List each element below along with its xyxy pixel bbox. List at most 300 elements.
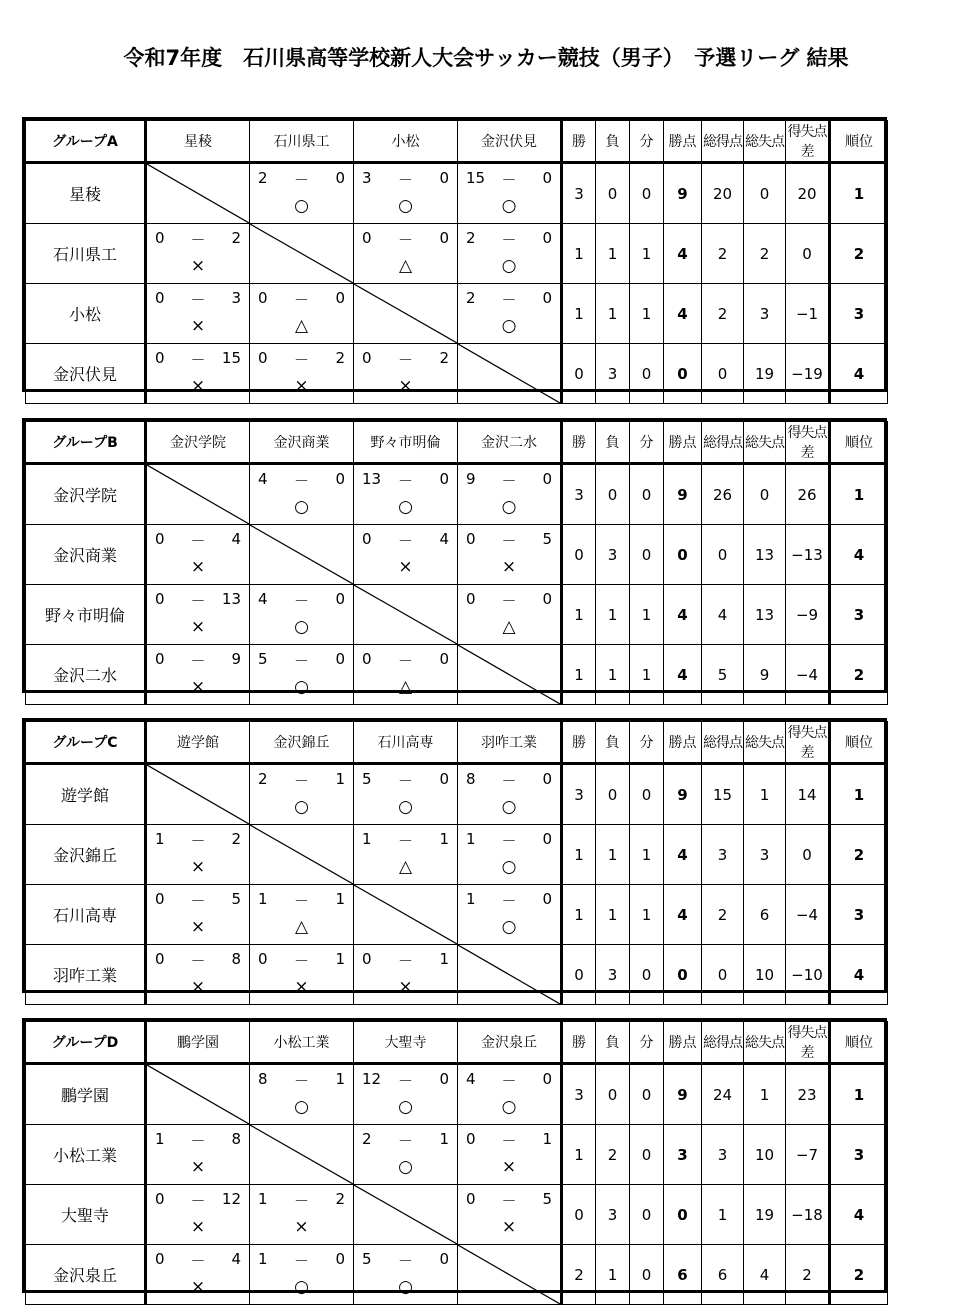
result-mark: × <box>190 1157 206 1177</box>
score-opponent: 2 <box>335 349 345 367</box>
group-name: グループA <box>26 121 146 163</box>
stat-goals-against: 6 <box>744 885 786 945</box>
result-mark: ○ <box>501 497 517 517</box>
result-mark: ○ <box>294 196 309 216</box>
score-opponent: 0 <box>439 770 449 788</box>
score-own: 0 <box>155 530 165 548</box>
stat-goals-against: 19 <box>744 344 786 404</box>
score-dash: － <box>397 1072 413 1090</box>
score-opponent: 0 <box>335 169 345 187</box>
stat-goal-diff: 0 <box>786 224 830 284</box>
match-result-cell <box>250 284 354 344</box>
group-table <box>22 117 887 396</box>
match-result-cell <box>146 525 250 585</box>
score-own: 1 <box>258 1250 268 1268</box>
score-dash: － <box>501 832 517 850</box>
match-result-cell <box>458 764 562 825</box>
score-own: 13 <box>362 470 382 488</box>
stat-rank: 4 <box>830 1185 888 1245</box>
stat-wins: 2 <box>562 1245 596 1305</box>
stat-losses: 1 <box>596 1245 630 1305</box>
score-dash: － <box>397 1132 413 1150</box>
match-score <box>250 169 353 189</box>
score-opponent: 0 <box>335 289 345 307</box>
stat-losses: 1 <box>596 284 630 344</box>
header-goals-for: 総得点 <box>702 422 744 464</box>
match-score <box>147 530 249 550</box>
score-opponent: 0 <box>439 229 449 247</box>
score-opponent: 4 <box>439 530 449 548</box>
score-dash: － <box>293 472 309 490</box>
stat-goals-for: 2 <box>702 284 744 344</box>
match-score <box>354 770 457 790</box>
stat-goals-for: 3 <box>702 825 744 885</box>
match-score <box>250 1250 353 1270</box>
score-dash: － <box>397 231 413 249</box>
match-result-cell <box>354 945 458 1005</box>
header-losses: 負 <box>596 121 630 163</box>
table-row <box>26 825 888 885</box>
stat-draws: 0 <box>630 764 664 825</box>
result-mark: × <box>190 977 206 997</box>
result-mark: × <box>190 256 206 276</box>
stat-goal-diff: 20 <box>786 163 830 224</box>
table-row <box>26 224 888 284</box>
diagonal-line <box>354 885 457 944</box>
score-own: 2 <box>362 1130 372 1148</box>
stat-rank: 2 <box>830 825 888 885</box>
score-opponent: 0 <box>439 470 449 488</box>
match-result-cell <box>250 1245 354 1305</box>
result-mark: × <box>501 1157 517 1177</box>
result-mark: × <box>190 1277 206 1297</box>
result-mark: △ <box>398 677 413 697</box>
stat-wins: 1 <box>562 284 596 344</box>
result-mark: ○ <box>398 1097 413 1117</box>
diagonal-line <box>250 825 353 884</box>
stat-goals-for: 15 <box>702 764 744 825</box>
score-dash: － <box>293 1252 309 1270</box>
score-dash: － <box>190 652 206 670</box>
result-mark: × <box>190 617 206 637</box>
header-draws: 分 <box>630 1022 664 1064</box>
row-team-name: 小松 <box>26 284 146 344</box>
stat-rank: 3 <box>830 885 888 945</box>
match-score <box>354 950 457 970</box>
score-opponent: 1 <box>439 1130 449 1148</box>
score-opponent: 8 <box>231 1130 241 1148</box>
match-result-cell <box>354 525 458 585</box>
table-row <box>26 163 888 224</box>
score-own: 1 <box>155 830 165 848</box>
stat-points: 6 <box>664 1245 702 1305</box>
result-mark: ○ <box>501 917 517 937</box>
diagonal-cell <box>354 585 458 645</box>
score-own: 5 <box>362 1250 372 1268</box>
match-result-cell <box>250 764 354 825</box>
score-own: 0 <box>362 650 372 668</box>
match-result-cell <box>354 1125 458 1185</box>
header-points: 勝点 <box>664 121 702 163</box>
score-dash: － <box>501 171 517 189</box>
result-mark: ○ <box>398 497 413 517</box>
group-name: グループD <box>26 1022 146 1064</box>
stat-rank: 3 <box>830 1125 888 1185</box>
result-mark: × <box>398 557 413 577</box>
column-team-name: 金沢二水 <box>458 422 562 464</box>
score-own: 0 <box>155 590 165 608</box>
result-mark: △ <box>398 857 413 877</box>
match-score <box>250 770 353 790</box>
result-mark: × <box>190 917 206 937</box>
score-dash: － <box>190 351 206 369</box>
score-own: 1 <box>466 890 476 908</box>
header-losses: 負 <box>596 722 630 764</box>
stat-wins: 1 <box>562 1125 596 1185</box>
stat-goals-against: 2 <box>744 224 786 284</box>
score-opponent: 5 <box>231 890 241 908</box>
match-result-cell <box>250 1185 354 1245</box>
stat-goals-against: 3 <box>744 284 786 344</box>
score-own: 3 <box>362 169 372 187</box>
score-own: 5 <box>362 770 372 788</box>
stat-wins: 3 <box>562 1064 596 1125</box>
row-team-name: 金沢二水 <box>26 645 146 705</box>
score-own: 0 <box>466 590 476 608</box>
column-team-name: 羽咋工業 <box>458 722 562 764</box>
table-row <box>26 945 888 1005</box>
row-team-name: 金沢錦丘 <box>26 825 146 885</box>
score-dash: － <box>501 772 517 790</box>
match-score <box>458 890 560 910</box>
result-mark: × <box>190 316 206 336</box>
stat-points: 4 <box>664 284 702 344</box>
diagonal-line <box>354 1185 457 1244</box>
row-team-name: 星稜 <box>26 163 146 224</box>
header-goals-for: 総得点 <box>702 1022 744 1064</box>
match-result-cell <box>250 344 354 404</box>
score-own: 8 <box>466 770 476 788</box>
diagonal-cell <box>458 645 562 705</box>
stat-draws: 1 <box>630 224 664 284</box>
match-score <box>458 470 560 490</box>
score-own: 0 <box>258 950 268 968</box>
score-own: 0 <box>155 229 165 247</box>
match-score <box>250 950 353 970</box>
stat-goals-for: 0 <box>702 344 744 404</box>
result-mark: × <box>190 1217 206 1237</box>
score-opponent: 0 <box>542 590 552 608</box>
stat-goals-for: 3 <box>702 1125 744 1185</box>
score-own: 0 <box>155 289 165 307</box>
header-rank: 順位 <box>830 422 888 464</box>
result-mark: ○ <box>398 797 413 817</box>
match-result-cell <box>146 1245 250 1305</box>
stat-losses: 1 <box>596 825 630 885</box>
match-score <box>354 1070 457 1090</box>
result-mark: △ <box>398 256 413 276</box>
stat-rank: 3 <box>830 585 888 645</box>
result-mark: × <box>190 376 206 396</box>
score-dash: － <box>190 892 206 910</box>
score-opponent: 4 <box>231 530 241 548</box>
group-name: グループC <box>26 722 146 764</box>
stat-losses: 0 <box>596 163 630 224</box>
stat-rank: 2 <box>830 645 888 705</box>
match-result-cell <box>458 1064 562 1125</box>
header-goals-against: 総失点 <box>744 422 786 464</box>
diagonal-cell <box>354 885 458 945</box>
score-opponent: 1 <box>439 830 449 848</box>
match-score <box>354 650 457 670</box>
result-mark: ○ <box>294 617 309 637</box>
score-own: 2 <box>258 169 268 187</box>
stat-goals-against: 13 <box>744 585 786 645</box>
table-row <box>26 1125 888 1185</box>
stat-points: 0 <box>664 525 702 585</box>
row-team-name: 羽咋工業 <box>26 945 146 1005</box>
diagonal-cell <box>250 825 354 885</box>
stat-goal-diff: 23 <box>786 1064 830 1125</box>
diagonal-cell <box>146 1064 250 1125</box>
stat-losses: 3 <box>596 525 630 585</box>
table-row <box>26 464 888 525</box>
header-losses: 負 <box>596 422 630 464</box>
score-own: 2 <box>466 229 476 247</box>
score-own: 4 <box>466 1070 476 1088</box>
diagonal-line <box>458 645 560 704</box>
match-result-cell <box>354 224 458 284</box>
score-opponent: 2 <box>439 349 449 367</box>
header-wins: 勝 <box>562 722 596 764</box>
column-team-name: 星稜 <box>146 121 250 163</box>
score-own: 1 <box>258 1190 268 1208</box>
stat-wins: 1 <box>562 825 596 885</box>
stat-goals-for: 2 <box>702 885 744 945</box>
score-opponent: 1 <box>335 770 345 788</box>
match-result-cell <box>354 645 458 705</box>
score-opponent: 2 <box>231 229 241 247</box>
column-team-name: 金沢泉丘 <box>458 1022 562 1064</box>
match-result-cell <box>250 885 354 945</box>
header-goal-diff: 得失点差 <box>786 121 830 163</box>
score-opponent: 3 <box>231 289 241 307</box>
stat-wins: 0 <box>562 945 596 1005</box>
match-score <box>147 1130 249 1150</box>
stat-points: 3 <box>664 1125 702 1185</box>
diagonal-cell <box>250 224 354 284</box>
result-mark: ○ <box>294 497 309 517</box>
result-mark: ○ <box>398 1277 413 1297</box>
stat-draws: 1 <box>630 885 664 945</box>
score-dash: － <box>293 171 309 189</box>
result-mark: × <box>501 557 517 577</box>
table-row <box>26 1245 888 1305</box>
row-team-name: 小松工業 <box>26 1125 146 1185</box>
match-score <box>147 830 249 850</box>
match-result-cell <box>146 585 250 645</box>
stat-draws: 0 <box>630 344 664 404</box>
stat-goals-against: 1 <box>744 764 786 825</box>
stat-goals-for: 4 <box>702 585 744 645</box>
table-row <box>26 885 888 945</box>
stat-losses: 1 <box>596 645 630 705</box>
column-team-name: 野々市明倫 <box>354 422 458 464</box>
score-opponent: 2 <box>335 1190 345 1208</box>
score-opponent: 0 <box>542 289 552 307</box>
score-opponent: 5 <box>542 530 552 548</box>
score-own: 0 <box>362 950 372 968</box>
score-dash: － <box>190 832 206 850</box>
stat-rank: 2 <box>830 1245 888 1305</box>
score-dash: － <box>293 952 309 970</box>
header-wins: 勝 <box>562 121 596 163</box>
table-row <box>26 1185 888 1245</box>
match-score <box>250 890 353 910</box>
column-team-name: 石川県工 <box>250 121 354 163</box>
group-name: グループB <box>26 422 146 464</box>
stat-draws: 0 <box>630 1185 664 1245</box>
stat-losses: 1 <box>596 224 630 284</box>
score-opponent: 4 <box>231 1250 241 1268</box>
match-score <box>458 530 560 550</box>
score-dash: － <box>397 351 413 369</box>
match-score <box>147 289 249 309</box>
row-team-name: 金沢伏見 <box>26 344 146 404</box>
score-opponent: 0 <box>542 169 552 187</box>
result-mark: × <box>190 557 206 577</box>
diagonal-cell <box>458 344 562 404</box>
stat-points: 9 <box>664 163 702 224</box>
result-mark: ○ <box>294 1277 309 1297</box>
diagonal-line <box>458 344 560 403</box>
stat-losses: 3 <box>596 945 630 1005</box>
score-opponent: 8 <box>231 950 241 968</box>
score-opponent: 13 <box>221 590 241 608</box>
score-opponent: 1 <box>335 1070 345 1088</box>
score-dash: － <box>397 1252 413 1270</box>
score-opponent: 5 <box>542 1190 552 1208</box>
score-opponent: 0 <box>542 470 552 488</box>
score-opponent: 0 <box>439 1250 449 1268</box>
match-result-cell <box>354 163 458 224</box>
table-row <box>26 1064 888 1125</box>
stat-goals-for: 2 <box>702 224 744 284</box>
result-mark: ○ <box>398 1157 413 1177</box>
score-opponent: 0 <box>542 1070 552 1088</box>
match-result-cell <box>250 585 354 645</box>
result-mark: ○ <box>501 797 517 817</box>
match-result-cell <box>354 344 458 404</box>
stat-rank: 1 <box>830 764 888 825</box>
stat-points: 0 <box>664 344 702 404</box>
group-table <box>22 1018 887 1297</box>
match-result-cell <box>458 585 562 645</box>
stat-goal-diff: −10 <box>786 945 830 1005</box>
match-result-cell <box>146 885 250 945</box>
stat-goal-diff: −19 <box>786 344 830 404</box>
stat-losses: 0 <box>596 764 630 825</box>
score-opponent: 1 <box>439 950 449 968</box>
match-score <box>250 650 353 670</box>
diagonal-line <box>354 585 457 644</box>
column-team-name: 石川高専 <box>354 722 458 764</box>
stat-points: 9 <box>664 464 702 525</box>
score-own: 0 <box>362 229 372 247</box>
stat-draws: 0 <box>630 525 664 585</box>
match-score <box>147 650 249 670</box>
score-own: 2 <box>258 770 268 788</box>
diagonal-cell <box>354 1185 458 1245</box>
match-score <box>354 530 457 550</box>
stat-goals-against: 19 <box>744 1185 786 1245</box>
score-dash: － <box>501 532 517 550</box>
score-own: 12 <box>362 1070 382 1088</box>
table-row <box>26 284 888 344</box>
score-dash: － <box>293 1072 309 1090</box>
page-title: 令和7年度 石川県高等学校新人大会サッカー競技（男子） 予選リーグ 結果 <box>123 46 849 70</box>
match-score <box>147 1250 249 1270</box>
stat-goals-against: 13 <box>744 525 786 585</box>
match-score <box>147 890 249 910</box>
match-score <box>458 229 560 249</box>
header-rank: 順位 <box>830 722 888 764</box>
stat-points: 4 <box>664 825 702 885</box>
stat-goals-against: 4 <box>744 1245 786 1305</box>
score-own: 1 <box>258 890 268 908</box>
match-score <box>250 1190 353 1210</box>
diagonal-line <box>458 945 560 1004</box>
result-mark: △ <box>502 617 516 637</box>
match-result-cell <box>250 1064 354 1125</box>
score-opponent: 2 <box>231 830 241 848</box>
score-own: 1 <box>155 1130 165 1148</box>
stat-goals-against: 0 <box>744 464 786 525</box>
match-result-cell <box>146 1125 250 1185</box>
diagonal-line <box>147 465 249 524</box>
column-team-name: 遊学館 <box>146 722 250 764</box>
result-mark: × <box>190 677 206 697</box>
header-points: 勝点 <box>664 722 702 764</box>
match-score <box>147 229 249 249</box>
stat-goal-diff: −18 <box>786 1185 830 1245</box>
diagonal-line <box>354 284 457 343</box>
score-dash: － <box>293 652 309 670</box>
score-own: 0 <box>155 349 165 367</box>
score-dash: － <box>501 892 517 910</box>
match-score <box>458 770 560 790</box>
match-score <box>458 1190 560 1210</box>
score-own: 0 <box>362 530 372 548</box>
stat-points: 0 <box>664 945 702 1005</box>
match-result-cell <box>250 163 354 224</box>
match-result-cell <box>458 163 562 224</box>
score-dash: － <box>501 592 517 610</box>
stat-goals-for: 1 <box>702 1185 744 1245</box>
stat-goal-diff: −7 <box>786 1125 830 1185</box>
diagonal-line <box>147 1065 249 1124</box>
diagonal-cell <box>146 764 250 825</box>
stat-points: 9 <box>664 764 702 825</box>
column-team-name: 金沢伏見 <box>458 121 562 163</box>
header-goal-diff: 得失点差 <box>786 722 830 764</box>
score-opponent: 0 <box>542 830 552 848</box>
stat-wins: 1 <box>562 224 596 284</box>
stat-rank: 1 <box>830 163 888 224</box>
diagonal-cell <box>250 525 354 585</box>
stat-points: 4 <box>664 585 702 645</box>
row-team-name: 金沢学院 <box>26 464 146 525</box>
